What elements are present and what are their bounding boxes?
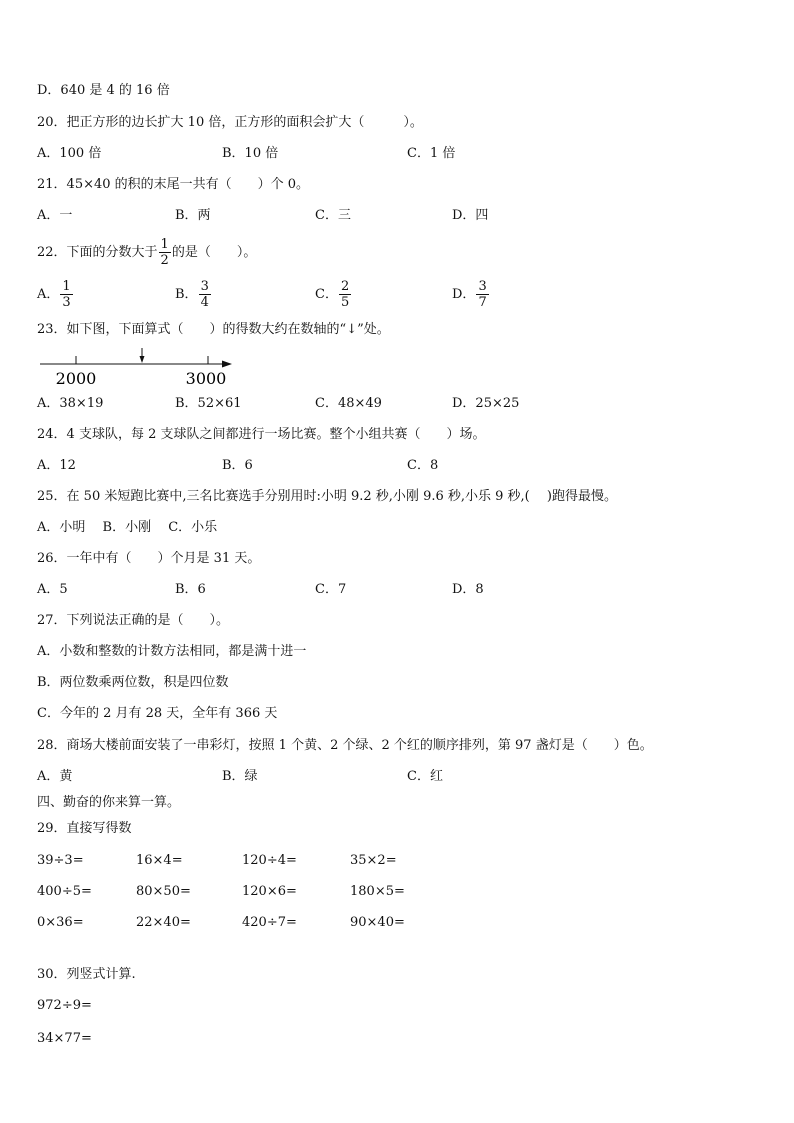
q20-option-c: C．1 倍 bbox=[407, 146, 456, 161]
q23-stem: 23．如下图，下面算式（ ）的得数大约在数轴的“↓”处。 bbox=[37, 322, 390, 337]
q27-option-a: A．小数和整数的计数方法相同，都是满十进一 bbox=[37, 644, 307, 659]
q29-r1-c4: 35×2= bbox=[350, 853, 397, 868]
q20-stem: 20．把正方形的边长扩大 10 倍，正方形的面积会扩大（ ）。 bbox=[37, 115, 423, 130]
q29-r2-c1: 400÷5= bbox=[37, 884, 92, 899]
q24-option-a: A．12 bbox=[37, 458, 76, 473]
q29-r1-c3: 120÷4= bbox=[242, 853, 297, 868]
q21-option-b: B．两 bbox=[175, 208, 211, 223]
q28-option-c: C．红 bbox=[407, 769, 443, 784]
q23-option-c: C．48×49 bbox=[315, 396, 382, 411]
tick-label-2000: 2000 bbox=[55, 369, 97, 388]
q30-expr-2: 34×77= bbox=[37, 1031, 92, 1046]
q24-stem: 24．4 支球队，每 2 支球队之间都进行一场比赛。整个小组共赛（ ）场。 bbox=[37, 427, 486, 442]
q23-option-d: D．25×25 bbox=[452, 396, 520, 411]
q21-option-a: A．一 bbox=[37, 208, 73, 223]
q20-option-a: A．100 倍 bbox=[37, 146, 102, 161]
q23-option-a: A．38×19 bbox=[37, 396, 104, 411]
q29-r1-c2: 16×4= bbox=[136, 853, 183, 868]
q29-r3-c2: 22×40= bbox=[136, 915, 191, 930]
q22-option-d-fraction: $\frac{3}{7}$ bbox=[478, 279, 487, 310]
q26-option-b: B．6 bbox=[175, 582, 206, 597]
tick-label-3000: 3000 bbox=[185, 369, 227, 388]
q22-option-a: A． $\frac{1}{3}$ bbox=[37, 279, 71, 310]
q26-option-c: C．7 bbox=[315, 582, 347, 597]
q22-option-b: B． $\frac{3}{4}$ bbox=[175, 279, 209, 310]
down-arrow-head bbox=[140, 356, 145, 363]
q27-option-c: C．今年的 2 月有 28 天，全年有 366 天 bbox=[37, 706, 278, 721]
q21-option-c: C．三 bbox=[315, 208, 351, 223]
q19-option-d: D．640 是 4 的 16 倍 bbox=[37, 83, 170, 98]
q29-r3-c3: 420÷7= bbox=[242, 915, 297, 930]
q22-option-c-fraction: $\frac{2}{5}$ bbox=[340, 279, 350, 310]
q22-option-d: D． $\frac{3}{7}$ bbox=[452, 279, 487, 310]
q22-option-c: C． $\frac{2}{5}$ bbox=[315, 279, 350, 310]
q22-option-a-fraction: $\frac{1}{3}$ bbox=[62, 279, 71, 310]
q21-option-d: D．四 bbox=[452, 208, 489, 223]
q29-r2-c2: 80×50= bbox=[136, 884, 191, 899]
q23-option-b: B．52×61 bbox=[175, 396, 242, 411]
section-heading: 四、勤奋的你来算一算。 bbox=[37, 795, 181, 810]
q28-stem: 28．商场大楼前面安装了一串彩灯，按照 1 个黄、2 个绿、2 个红的顺序排列，第 97 盏灯是（ ）色。 bbox=[37, 738, 653, 753]
q27-stem: 27．下列说法正确的是（ ）。 bbox=[37, 613, 230, 628]
q25-options: A．小明 B．小刚 C．小乐 bbox=[37, 520, 218, 535]
q24-option-b: B．6 bbox=[222, 458, 253, 473]
number-line-figure bbox=[36, 348, 236, 388]
q28-option-a: A．黄 bbox=[37, 769, 73, 784]
q27-option-b: B．两位数乘两位数，积是四位数 bbox=[37, 675, 229, 690]
q29-stem: 29．直接写得数 bbox=[37, 821, 132, 836]
number-line-arrowhead bbox=[222, 361, 232, 368]
q20-option-b: B．10 倍 bbox=[222, 146, 279, 161]
q29-r1-c1: 39÷3= bbox=[37, 853, 84, 868]
q29-r3-c4: 90×40= bbox=[350, 915, 405, 930]
q29-r2-c3: 120×6= bbox=[242, 884, 297, 899]
q22-option-b-fraction: $\frac{3}{4}$ bbox=[200, 279, 209, 310]
q25-stem: 25．在 50 米短跑比赛中,三名比赛选手分别用时:小明 9.2 秒,小刚 9.6 秒,小乐 9 秒,( )跑得最慢。 bbox=[37, 489, 617, 504]
q30-stem: 30．列竖式计算. bbox=[37, 967, 136, 982]
q22-stem: 22．下面的分数大于 $\frac{1}{2}$ 的是（ ）。 bbox=[37, 237, 257, 268]
q24-option-c: C．8 bbox=[407, 458, 439, 473]
q21-stem: 21．45×40 的积的末尾一共有（ ）个 0。 bbox=[37, 177, 310, 192]
q28-option-b: B．绿 bbox=[222, 769, 258, 784]
q30-expr-1: 972÷9= bbox=[37, 998, 92, 1013]
q26-option-d: D．8 bbox=[452, 582, 484, 597]
q29-r3-c1: 0×36= bbox=[37, 915, 84, 930]
q22-stem-fraction: $\frac{1}{2}$ bbox=[160, 237, 169, 268]
q26-stem: 26．一年中有（ ）个月是 31 天。 bbox=[37, 551, 261, 566]
q29-r2-c4: 180×5= bbox=[350, 884, 405, 899]
q26-option-a: A．5 bbox=[37, 582, 68, 597]
